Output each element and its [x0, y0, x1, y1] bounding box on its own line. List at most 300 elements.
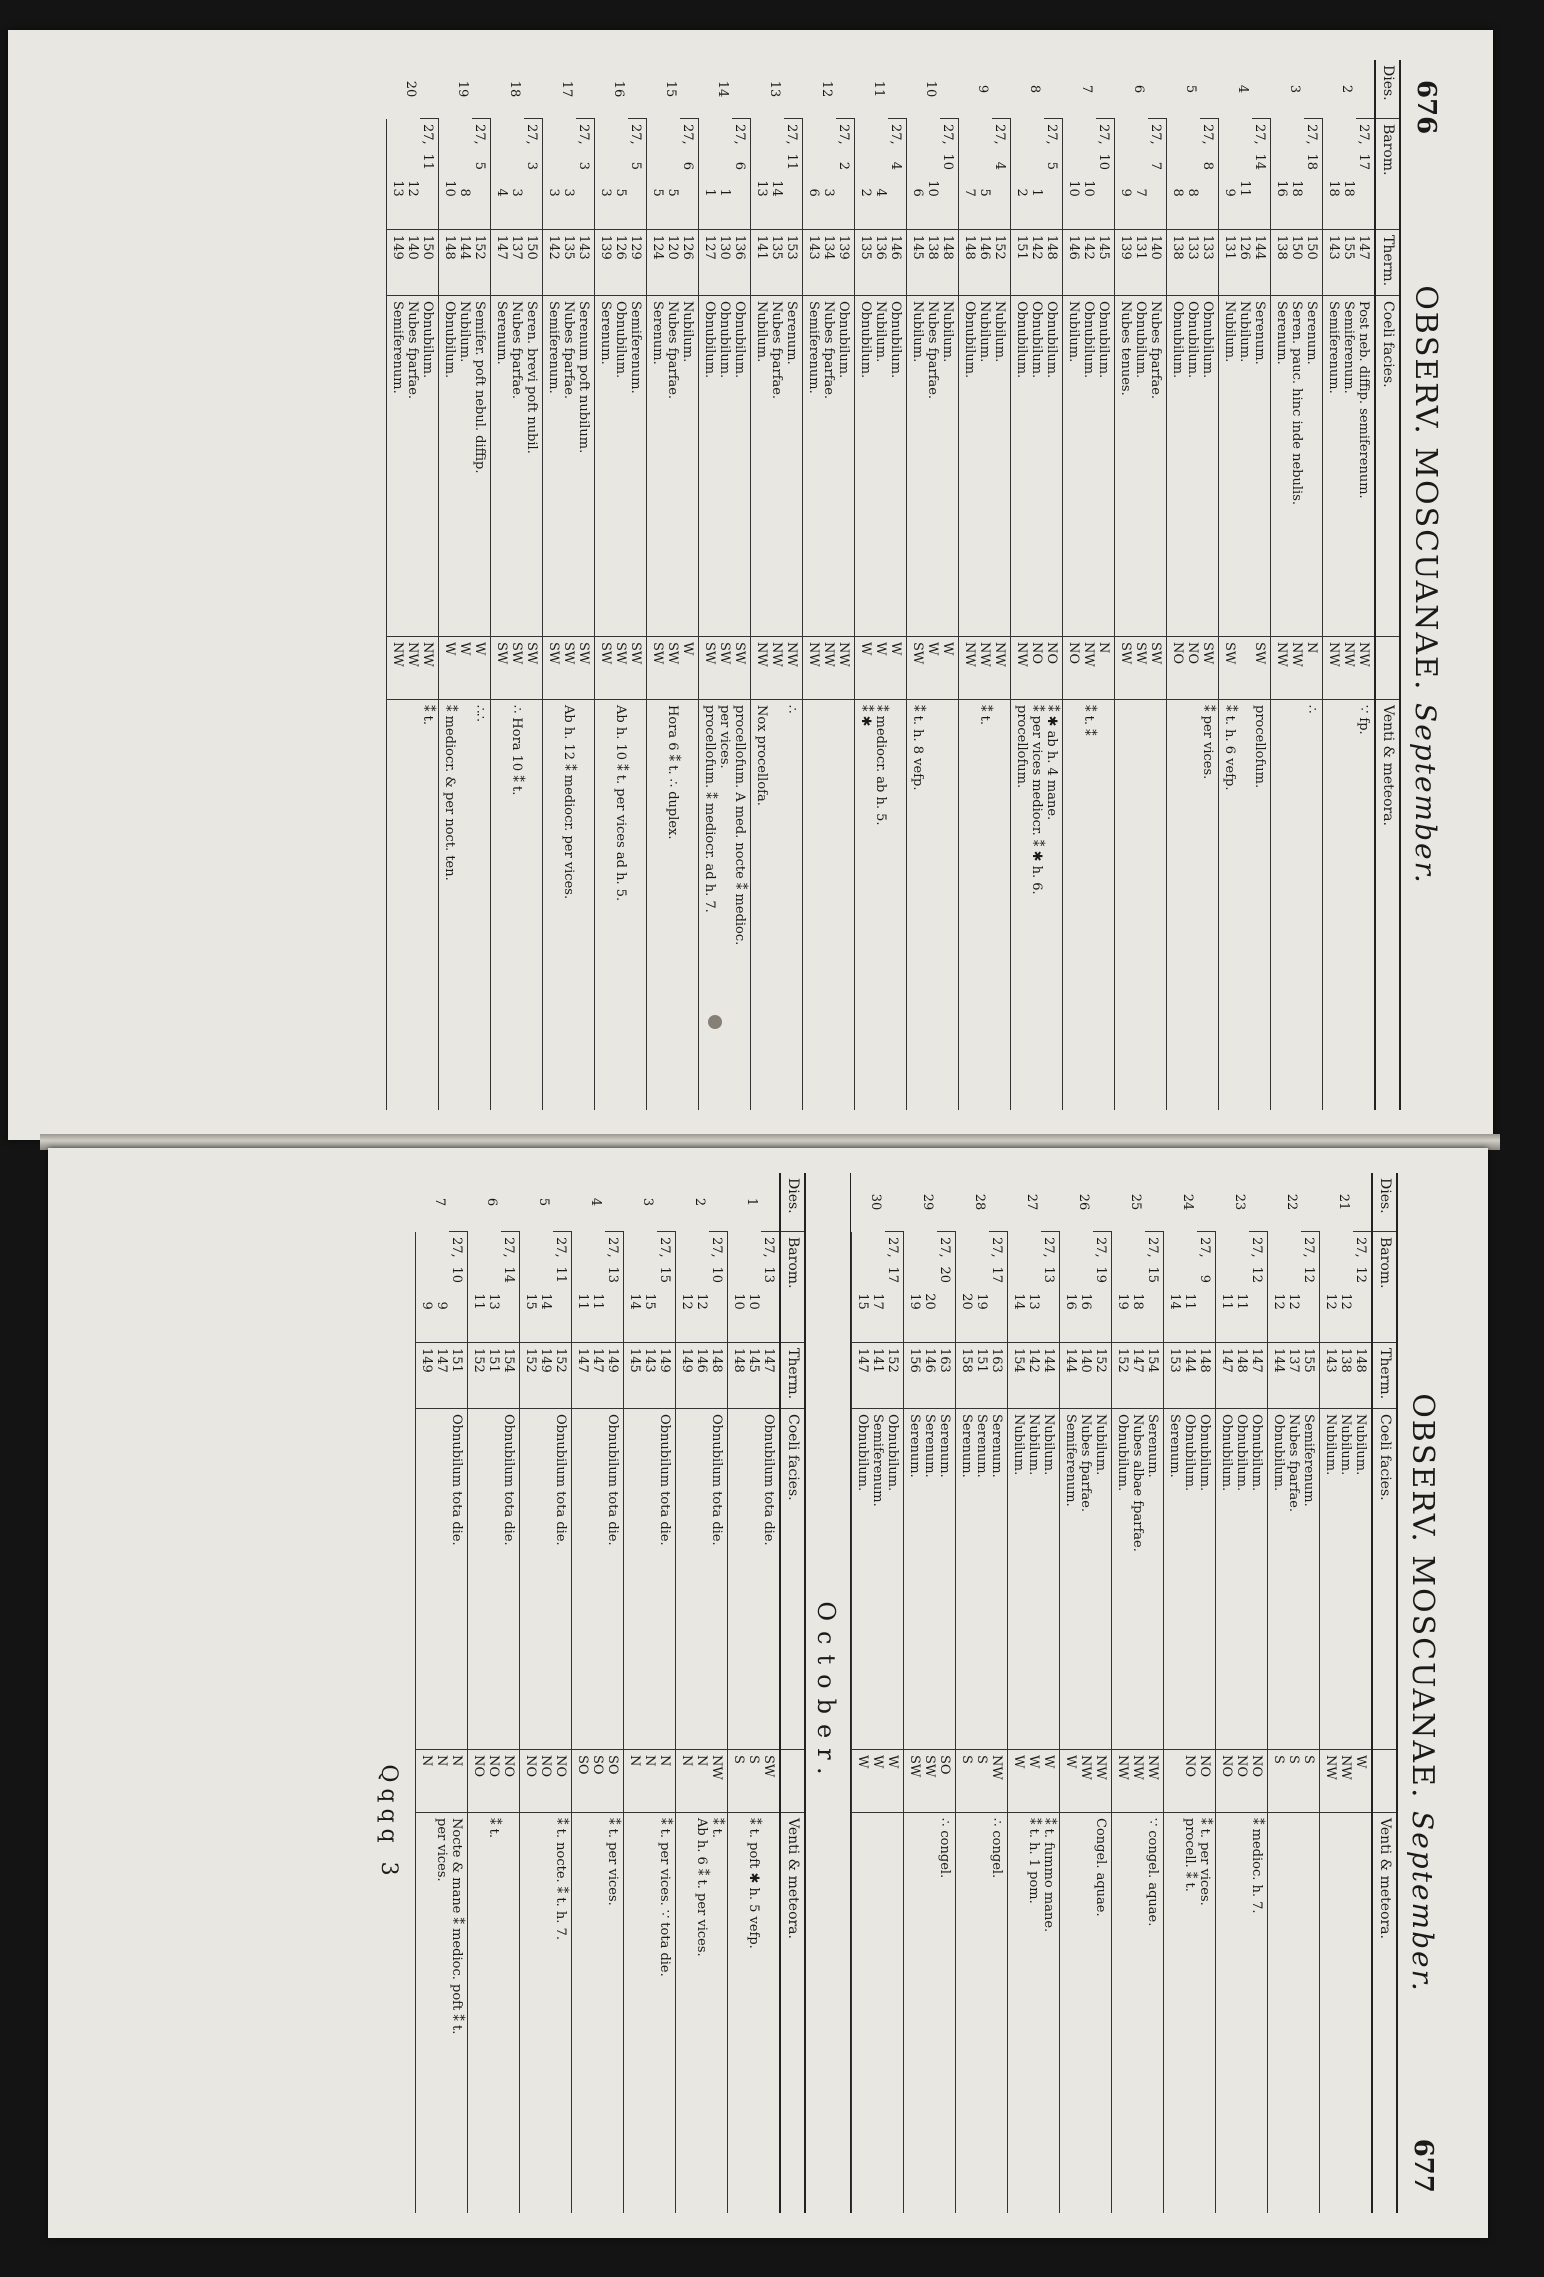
- barom-inches: 27,: [989, 1237, 1004, 1258]
- sky-cell: Obnubilum tota die.: [449, 1409, 468, 1750]
- therm-cell: 144: [1060, 1343, 1079, 1409]
- wind-cell: W: [1026, 1750, 1041, 1813]
- therm-cell: 124: [646, 230, 665, 296]
- meteora-cell: ⁑ mediocr. ab h. 5.: [873, 700, 888, 1111]
- wind-cell: NW: [1270, 637, 1289, 700]
- meteora-cell: [728, 1813, 747, 2214]
- meteora-cell: [1008, 1813, 1027, 2214]
- wind-cell: NW: [1081, 637, 1096, 700]
- right-page: [48, 1148, 1488, 2238]
- col-therm: Therm.: [1372, 1343, 1397, 1409]
- sky-cell: Serenum.: [646, 296, 665, 637]
- table-row: [1252, 60, 1271, 1110]
- wind-cell: N: [624, 1750, 643, 1813]
- meteora-cell: [590, 1813, 605, 2214]
- table-row: [821, 60, 836, 1110]
- barom-cell: [1234, 1232, 1249, 1343]
- meteora-cell: [974, 1813, 989, 2214]
- barom-lines: 19: [1093, 1266, 1108, 1283]
- wind-cell: SW: [717, 637, 732, 700]
- wind-cell: NW: [1078, 1750, 1093, 1813]
- sky-cell: Semiferenum.: [802, 296, 821, 637]
- sky-cell: Obnubilum.: [438, 296, 457, 637]
- wind-cell: W: [1041, 1750, 1060, 1813]
- wind-cell: SW: [665, 637, 680, 700]
- sky-cell: Nubes tenues.: [1114, 296, 1133, 637]
- meteora-cell: [676, 1813, 695, 2214]
- wind-cell: W: [472, 637, 491, 700]
- meteora-cell: ∴ Hora 10 ⁑ t.: [509, 700, 524, 1111]
- table-row: [509, 60, 524, 1110]
- barom-cell: [885, 1232, 904, 1343]
- day-number: 4: [588, 1197, 604, 1207]
- table-row: [1164, 1173, 1183, 2213]
- sky-cell: Semiferenum.: [386, 296, 405, 637]
- meteora-cell: [646, 700, 665, 1111]
- page-number: 677: [1408, 2138, 1438, 2193]
- barom-cell: [1301, 1232, 1320, 1343]
- sky-cell: Obnubilum.: [1010, 296, 1029, 637]
- meteora-cell: ⁑ t.: [977, 700, 992, 1111]
- sky-cell: Nubilum.: [1093, 1409, 1112, 1750]
- meteora-cell: [958, 700, 977, 1111]
- therm-cell: 137: [509, 230, 524, 296]
- sky-cell: Nubes fparfae.: [1078, 1409, 1093, 1750]
- barom-cell: [698, 119, 717, 230]
- meteora-cell: [1341, 700, 1356, 1111]
- barom-cell: [490, 119, 509, 230]
- wind-cell: W: [1060, 1750, 1079, 1813]
- sky-cell: Nubilum.: [940, 296, 959, 637]
- barom-lines: 20: [937, 1266, 952, 1283]
- barom-lines: 13: [389, 180, 405, 197]
- therm-cell: 153: [784, 230, 803, 296]
- table-row: [594, 60, 613, 1110]
- meteora-cell: [1234, 1813, 1249, 2214]
- barom-lines: 12: [1249, 1266, 1264, 1283]
- therm-cell: 126: [1237, 230, 1252, 296]
- right-page-header: [1398, 1173, 1468, 2213]
- barom-lines: 18: [1288, 180, 1304, 197]
- barom-lines: 13: [605, 1266, 620, 1283]
- barom-cell: [1112, 1232, 1131, 1343]
- therm-cell: 144: [457, 230, 472, 296]
- barom-lines: 8: [456, 188, 472, 197]
- sky-cell: Obnubilum.: [1234, 1409, 1249, 1750]
- sky-cell: Nubes fparfae.: [509, 296, 524, 637]
- table-row: [542, 60, 561, 1110]
- barom-lines: 9: [1117, 188, 1133, 197]
- wind-cell: NW: [386, 637, 405, 700]
- wind-cell: W: [852, 1750, 871, 1813]
- sky-cell: Serenum.: [1270, 296, 1289, 637]
- table-row: [937, 1173, 956, 2213]
- meteora-cell: Nox procellofa.: [750, 700, 769, 1111]
- wind-cell: SW: [561, 637, 576, 700]
- table-row: [870, 1173, 885, 2213]
- meteora-cell: [1133, 700, 1148, 1111]
- barom-inches: 27,: [1043, 124, 1059, 145]
- sky-cell: Obnubilum.: [732, 296, 751, 637]
- wind-cell: NW: [1112, 1750, 1131, 1813]
- table-row: [802, 60, 821, 1110]
- barom-lines: 2: [857, 188, 873, 197]
- wind-cell: SW: [1114, 637, 1133, 700]
- table-row: [613, 60, 628, 1110]
- barom-inches: 27,: [731, 124, 747, 145]
- barom-cell: [542, 119, 561, 230]
- sky-cell: Nubes albae fparfae.: [1130, 1409, 1145, 1750]
- barom-cell: [873, 119, 888, 230]
- barom-inches: 27,: [709, 1237, 724, 1258]
- table-row: [486, 1173, 501, 2213]
- barom-cell: [576, 119, 595, 230]
- barom-lines: 15: [1145, 1266, 1160, 1283]
- sky-cell: [434, 1409, 449, 1750]
- meteora-cell: [416, 1813, 435, 2214]
- wind-cell: S: [728, 1750, 747, 1813]
- therm-cell: 143: [1322, 230, 1341, 296]
- therm-cell: 141: [750, 230, 769, 296]
- sky-cell: Semiferenum.: [1341, 296, 1356, 637]
- sky-cell: Obnubilum.: [1166, 296, 1185, 637]
- table-row: [624, 1173, 643, 2213]
- meteora-cell: [836, 700, 855, 1111]
- meteora-cell: procellofum. A med. nocte ⁑ medioc.: [732, 700, 751, 1111]
- barom-lines: 12: [1338, 1293, 1353, 1310]
- therm-cell: 154: [1008, 1343, 1027, 1409]
- therm-cell: 155: [1301, 1343, 1320, 1409]
- table-row: [1322, 60, 1341, 1110]
- sky-cell: Serenum.: [904, 1409, 923, 1750]
- sky-cell: Obnubilum.: [1029, 296, 1044, 637]
- sky-cell: Obnubilum tota die.: [657, 1409, 676, 1750]
- meteora-cell: [1185, 700, 1200, 1111]
- meteora-cell: [576, 700, 595, 1111]
- barom-cell: [524, 119, 543, 230]
- meteora-cell: [888, 700, 907, 1111]
- day-number: 1: [744, 1197, 760, 1207]
- barom-lines: 4: [887, 161, 903, 170]
- barom-lines: 10: [924, 180, 940, 197]
- barom-cell: [769, 119, 784, 230]
- left-page: [8, 30, 1493, 1140]
- barom-lines: 8: [1184, 188, 1200, 197]
- barom-cell: [1008, 1232, 1027, 1343]
- table-row: [572, 1173, 591, 2213]
- table-row: [1200, 60, 1219, 1110]
- wind-cell: W: [457, 637, 472, 700]
- barom-cell: [1216, 1232, 1235, 1343]
- col-barom: Barom.: [1375, 119, 1400, 230]
- table-row: [1320, 1173, 1339, 2213]
- barom-inches: 27,: [679, 124, 695, 145]
- wind-cell: NO: [553, 1750, 572, 1813]
- barom-cell: [1353, 1232, 1372, 1343]
- barom-cell: [937, 1232, 956, 1343]
- barom-lines: 10: [731, 1293, 746, 1310]
- barom-cell: [958, 119, 977, 230]
- barom-cell: [922, 1232, 937, 1343]
- barom-cell: [989, 1232, 1008, 1343]
- sky-cell: Obnubilum tota die.: [709, 1409, 728, 1750]
- page-number: 676: [1410, 80, 1441, 135]
- barom-lines: 10: [1065, 180, 1081, 197]
- barom-cell: [977, 119, 992, 230]
- barom-cell: [1249, 1232, 1268, 1343]
- wind-cell: W: [1353, 1750, 1372, 1813]
- sky-cell: [728, 1409, 747, 1750]
- barom-cell: [405, 119, 420, 230]
- therm-cell: 142: [1029, 230, 1044, 296]
- therm-cell: 158: [956, 1343, 975, 1409]
- therm-cell: 138: [1270, 230, 1289, 296]
- therm-cell: 163: [937, 1343, 956, 1409]
- wind-cell: SW: [613, 637, 628, 700]
- table-row: [1145, 1173, 1164, 2213]
- wind-cell: N: [694, 1750, 709, 1813]
- sky-cell: Nubilum.: [1353, 1409, 1372, 1750]
- wind-cell: NO: [1249, 1750, 1268, 1813]
- table-row: [1062, 60, 1081, 1110]
- table-body: [386, 60, 1375, 1110]
- therm-cell: 142: [1081, 230, 1096, 296]
- meteora-cell: [468, 1813, 487, 2214]
- sky-cell: Post neb. diffip. semiferenum.: [1356, 296, 1375, 637]
- therm-cell: 136: [732, 230, 751, 296]
- sky-cell: Serenum.: [490, 296, 509, 637]
- barom-cell: [1164, 1232, 1183, 1343]
- barom-inches: 27,: [887, 124, 903, 145]
- wind-cell: NW: [1289, 637, 1304, 700]
- therm-cell: 152: [520, 1343, 539, 1409]
- meteora-cell: Hora 6 ⁑ t. ∴ duplex.: [665, 700, 680, 1111]
- barom-lines: 5: [1043, 161, 1059, 170]
- barom-lines: 5: [627, 161, 643, 170]
- barom-lines: 14: [1251, 153, 1267, 170]
- wind-cell: NW: [958, 637, 977, 700]
- day-number: 5: [1183, 84, 1198, 94]
- barom-lines: 11: [575, 1293, 590, 1310]
- table-row: [709, 1173, 728, 2213]
- barom-lines: 18: [1130, 1293, 1145, 1310]
- barom-cell: [732, 119, 751, 230]
- table-row: [1166, 60, 1185, 1110]
- table-row: [1041, 1173, 1060, 2213]
- table-row: [836, 60, 855, 1110]
- barom-cell: [472, 119, 491, 230]
- wind-cell: W: [940, 637, 959, 700]
- wind-cell: S: [974, 1750, 989, 1813]
- wind-cell: NO: [501, 1750, 520, 1813]
- barom-lines: 5: [471, 161, 487, 170]
- sky-cell: Nubes fparfae.: [561, 296, 576, 637]
- barom-inches: 27,: [1093, 1237, 1108, 1258]
- barom-inches: 27,: [657, 1237, 672, 1258]
- barom-lines: 9: [1197, 1274, 1212, 1283]
- table-row: [646, 60, 665, 1110]
- sky-cell: Semiferenum.: [870, 1409, 885, 1750]
- sky-cell: Obnubilum.: [958, 296, 977, 637]
- day-number: 5: [536, 1197, 552, 1207]
- table-row: [1078, 1173, 1093, 2213]
- sky-cell: Serenum.: [784, 296, 803, 637]
- therm-cell: 145: [624, 1343, 643, 1409]
- barom-lines: 17: [885, 1266, 900, 1283]
- barom-lines: 4: [872, 188, 888, 197]
- sky-cell: [416, 1409, 435, 1750]
- therm-cell: 138: [1166, 230, 1185, 296]
- table-row: [940, 60, 959, 1110]
- sky-cell: Semiferenum.: [1301, 1409, 1320, 1750]
- day-number: 21: [1336, 1193, 1352, 1211]
- barom-cell: [1289, 119, 1304, 230]
- therm-cell: 146: [888, 230, 907, 296]
- barom-inches: 27,: [501, 1237, 516, 1258]
- therm-cell: 147: [852, 1343, 871, 1409]
- signature-mark: Qqqq 3: [376, 1764, 401, 1882]
- barom-inches: 27,: [523, 124, 539, 145]
- table-row: [665, 60, 680, 1110]
- meteora-cell: [870, 1813, 885, 2214]
- wind-cell: NO: [1029, 637, 1044, 700]
- table-header: [1375, 60, 1400, 1110]
- sky-cell: Nubes fparfae.: [665, 296, 680, 637]
- wind-cell: NW: [1145, 1750, 1164, 1813]
- barom-lines: 5: [649, 188, 665, 197]
- barom-inches: 27,: [761, 1237, 776, 1258]
- wind-cell: W: [680, 637, 699, 700]
- sky-cell: Nubilum.: [1008, 1409, 1027, 1750]
- therm-cell: 147: [590, 1343, 605, 1409]
- barom-lines: 9: [1221, 188, 1237, 197]
- table-row: [746, 1173, 761, 2213]
- sky-cell: Nubilum.: [1338, 1409, 1353, 1750]
- barom-cell: [870, 1232, 885, 1343]
- day-number: 4: [1235, 84, 1250, 94]
- meteora-cell: Ab h. 12 ⁑ mediocr. per vices.: [561, 700, 576, 1111]
- meteora-cell: ∵ fp.: [1356, 700, 1375, 1111]
- sky-cell: Nubes fparfae.: [769, 296, 784, 637]
- table-row: [1114, 60, 1133, 1110]
- therm-cell: 120: [665, 230, 680, 296]
- barom-lines: 2: [1013, 188, 1029, 197]
- therm-cell: 154: [1145, 1343, 1164, 1409]
- therm-cell: 143: [1320, 1343, 1339, 1409]
- sky-cell: Obnubilum tota die.: [553, 1409, 572, 1750]
- meteora-cell: [802, 700, 821, 1111]
- therm-cell: 150: [524, 230, 543, 296]
- barom-inches: 27,: [937, 1237, 952, 1258]
- sky-cell: Obnubilum.: [836, 296, 855, 637]
- therm-cell: 148: [1353, 1343, 1372, 1409]
- table-row: [1270, 60, 1289, 1110]
- barom-cell: [904, 1232, 923, 1343]
- sky-cell: Obnubilum.: [1197, 1409, 1216, 1750]
- meteora-cell: [1130, 1813, 1145, 2214]
- therm-cell: 139: [594, 230, 613, 296]
- wind-cell: NW: [802, 637, 821, 700]
- barom-cell: [852, 1232, 871, 1343]
- barom-lines: 14: [1167, 1293, 1182, 1310]
- barom-lines: 19: [1115, 1293, 1130, 1310]
- barom-lines: 3: [545, 188, 561, 197]
- therm-cell: 148: [958, 230, 977, 296]
- barom-cell: [1145, 1232, 1164, 1343]
- wind-cell: NW: [405, 637, 420, 700]
- wind-cell: SW: [1218, 637, 1237, 700]
- meteora-cell: [628, 700, 647, 1111]
- wind-cell: NO: [1197, 1750, 1216, 1813]
- barom-cell: [974, 1232, 989, 1343]
- therm-cell: 135: [854, 230, 873, 296]
- barom-inches: 27,: [1145, 1237, 1160, 1258]
- wind-cell: SW: [1252, 637, 1271, 700]
- meteora-cell: [885, 1813, 904, 2214]
- therm-cell: 147: [761, 1343, 780, 1409]
- therm-cell: 126: [613, 230, 628, 296]
- meteora-cell: Ab h. 6 ⁑ t. per vices.: [694, 1813, 709, 2214]
- meteora-cell: [405, 700, 420, 1111]
- barom-lines: 10: [1095, 153, 1111, 170]
- wind-cell: N: [657, 1750, 676, 1813]
- barom-lines: 10: [709, 1266, 724, 1283]
- day-number: 2: [692, 1197, 708, 1207]
- wind-cell: NW: [1341, 637, 1356, 700]
- table-row: [524, 60, 543, 1110]
- barom-lines: 5: [976, 188, 992, 197]
- meteora-cell: ∴∴: [472, 700, 491, 1111]
- sky-cell: Semiferenum.: [542, 296, 561, 637]
- barom-lines: 7: [961, 188, 977, 197]
- sky-cell: Nubilum.: [977, 296, 992, 637]
- title-month: September.: [1406, 1811, 1439, 1993]
- meteora-cell: ∴: [1304, 700, 1323, 1111]
- therm-cell: 146: [694, 1343, 709, 1409]
- meteora-cell: procellofum.: [1010, 700, 1029, 1111]
- col-sky: Coeli facies.: [1372, 1409, 1397, 1750]
- barom-lines: 8: [1169, 188, 1185, 197]
- therm-cell: 143: [576, 230, 595, 296]
- therm-cell: 138: [925, 230, 940, 296]
- therm-cell: 127: [698, 230, 717, 296]
- wind-cell: NO: [1182, 1750, 1197, 1813]
- wind-cell: W: [870, 1750, 885, 1813]
- observation-table: [851, 1173, 1398, 2213]
- therm-cell: 148: [1197, 1343, 1216, 1409]
- barom-cell: [553, 1232, 572, 1343]
- table-row: [784, 60, 803, 1110]
- day-number: 13: [767, 80, 782, 98]
- barom-lines: 3: [523, 161, 539, 170]
- table-row: [922, 1173, 937, 2213]
- barom-cell: [1268, 1232, 1287, 1343]
- barom-inches: 27,: [1353, 1237, 1368, 1258]
- table-row: [1182, 1173, 1197, 2213]
- therm-cell: 151: [486, 1343, 501, 1409]
- table-row: [1234, 1173, 1249, 2213]
- wind-cell: SW: [490, 637, 509, 700]
- barom-lines: 16: [1078, 1293, 1093, 1310]
- sky-cell: Obnubilum tota die.: [501, 1409, 520, 1750]
- col-day: Dies.: [1372, 1173, 1397, 1232]
- wind-cell: W: [438, 637, 457, 700]
- table-row: [1301, 1173, 1320, 2213]
- barom-lines: 20: [959, 1293, 974, 1310]
- wind-cell: NO: [520, 1750, 539, 1813]
- meteora-cell: [594, 700, 613, 1111]
- wind-cell: NO: [1044, 637, 1063, 700]
